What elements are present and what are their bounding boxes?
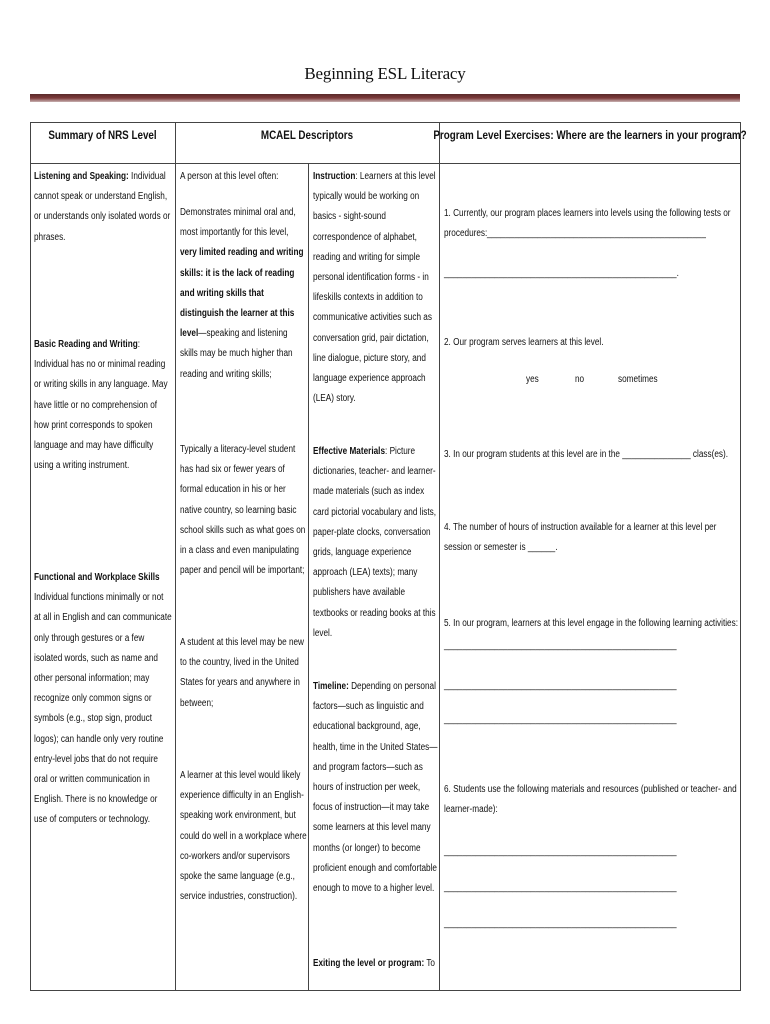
exercise-q6-blank-1: ___________________________________________________: [444, 846, 677, 857]
exercise-q3-end: class(es).: [690, 449, 729, 460]
instruction-text: : Learners at this level typically would be working on basics - sight-sound correspondence of alphabet, reading and writing for simple personal identification forms - in lifeskills contexts in addition to communicative activities such as conversation grid, pair dictation, line dialogue, picture story, and language experience approach (LEA) story.: [313, 171, 436, 405]
header-program-exercises: Program Level Exercises: Where are the learners in your program?: [433, 128, 747, 142]
instruction-label: Instruction: [313, 171, 356, 182]
exiting-text: To: [424, 958, 435, 969]
header-mcael-descriptors: MCAEL Descriptors: [260, 128, 354, 142]
descriptor-education: Typically a literacy-level student has had six or fewer years of formal education in his or her native country, so learning basic school skills such as what goes on in a class and even manipulating paper and pencil will be important;: [180, 444, 306, 577]
descriptor-new-country: A student at this level may be new to the country, lived in the United States for years and anywhere in between;: [180, 637, 304, 709]
exercise-q2: 2. Our program serves learners at this level.: [444, 337, 604, 348]
exiting-label: Exiting the level or program:: [313, 958, 425, 969]
exercise-q6-blank-3: ___________________________________________________: [444, 918, 677, 929]
exercise-q2-yes: yes: [526, 374, 539, 385]
table-left-border: [30, 122, 31, 990]
descriptor-oral-bold: very limited reading and writing skills: it is the lack of reading and writing skills that distinguish the learner at this level: [180, 247, 304, 340]
timeline-block: [313, 677, 438, 899]
timeline-label: Timeline:: [313, 681, 349, 692]
exercise-q2-sometimes: sometimes: [618, 374, 658, 385]
exercise-q3: [444, 445, 747, 465]
nrs-listening-speaking: [34, 167, 172, 248]
col-divider-1: [175, 122, 176, 990]
col-divider-2: [308, 163, 309, 990]
exercise-q1-blank-1: ________________________________________________: [487, 228, 706, 239]
table-right-border: [740, 122, 741, 990]
materials-text: : Picture dictionaries, teacher- and learner-made materials (such as index card pictorial vocabulary and lists, paper-plate clocks, conversation grids, language experience approach (LEA) texts); many publishers have available textbooks or reading books at this level.: [313, 446, 437, 639]
exercise-q6: 6. Students use the following materials and resources (published or teacher- and learner-made):: [444, 784, 737, 816]
materials-block: [313, 442, 438, 644]
nrs-functional-workplace: [34, 568, 172, 831]
descriptor-oral-end: —speaking and listening skills may be much higher than reading and writing skills;: [180, 328, 293, 380]
exercise-q5-blank-3: ___________________________________________________: [444, 714, 677, 725]
descriptor-oral-reading: [180, 203, 307, 385]
descriptor-oral-start: Demonstrates minimal oral and, most importantly for this level,: [180, 207, 296, 239]
functional-label: Functional and Workplace Skills: [34, 572, 160, 583]
reading-label: Basic Reading and Writing: [34, 339, 138, 350]
reading-text: Individual has no or minimal reading or writing skills in any language. May have little or no comprehension of how print corresponds to spoken language and may have difficulty using a writing instrument.: [34, 359, 168, 472]
functional-text: Individual functions minimally or not at all in English and can communicate only through gestures or a few isolated words, such as name and other personal information; may recognize only common signs or symbols (e.g., stop sign, product logos); can handle only very routine entry-level jobs that do not require oral or written communication in English. There is no knowledge or use of computers or technology.: [34, 592, 172, 826]
descriptor-workplace: A learner at this level would likely experience difficulty in an English-speaking work environment, but could do well in a workplace where co-workers and/or supervisors spoke the same language (e.g., service industries, construction).: [180, 770, 307, 903]
exercise-q1-blank-2: ___________________________________________________.: [444, 268, 679, 279]
exercise-q5: 5. In our program, learners at this level engage in the following learning activities:: [444, 618, 738, 629]
exiting-block: [313, 954, 438, 974]
instruction-block: [313, 167, 438, 409]
exercise-q6-blank-2: ___________________________________________________: [444, 882, 677, 893]
exercise-q2-no: no: [575, 374, 585, 385]
listening-label: Listening and Speaking:: [34, 171, 129, 182]
exercise-q5-blank-2: ___________________________________________________: [444, 680, 677, 691]
table-bottom-border: [30, 990, 741, 991]
header-nrs-level: Summary of NRS Level: [48, 128, 157, 142]
exercise-q5-blank-1: ___________________________________________________: [444, 640, 677, 651]
timeline-text: Depending on personal factors—such as linguistic and educational background, age, health, time in the United States—and program factors—such as hours of instruction per week, focus of instruction—it may take some learners at this level many months (or longer) to become proficient enough and comfortable enough to move to a higher level.: [313, 681, 438, 895]
exercise-q3-blank: _______________: [622, 449, 691, 460]
listening-text: Individual cannot speak or understand English, or understands only isolated words or phrases.: [34, 171, 171, 243]
table-top-border: [30, 122, 741, 123]
exercise-q3-text: 3. In our program students at this level are in the: [444, 449, 623, 460]
page-title: Beginning ESL Literacy: [304, 64, 466, 83]
table-header-divider: [30, 163, 741, 164]
title-divider: [30, 94, 740, 102]
nrs-reading-writing: Basic Reading and Writing: Individual has no or minimal reading or writing skills in any language. May have little or no comprehension of how print corresponds to spoken language and may have difficulty using a writing instrument.: [34, 339, 168, 472]
col-divider-3: [439, 122, 440, 990]
materials-label: Effective Materials: [313, 446, 386, 457]
descriptor-intro: A person at this level often:: [180, 171, 279, 182]
exercise-q1: 1. Currently, our program places learners into levels using the following tests or procedures:: [444, 208, 731, 240]
exercise-q4: 4. The number of hours of instruction available for a learner at this level per session or semester is ______.: [444, 522, 717, 554]
